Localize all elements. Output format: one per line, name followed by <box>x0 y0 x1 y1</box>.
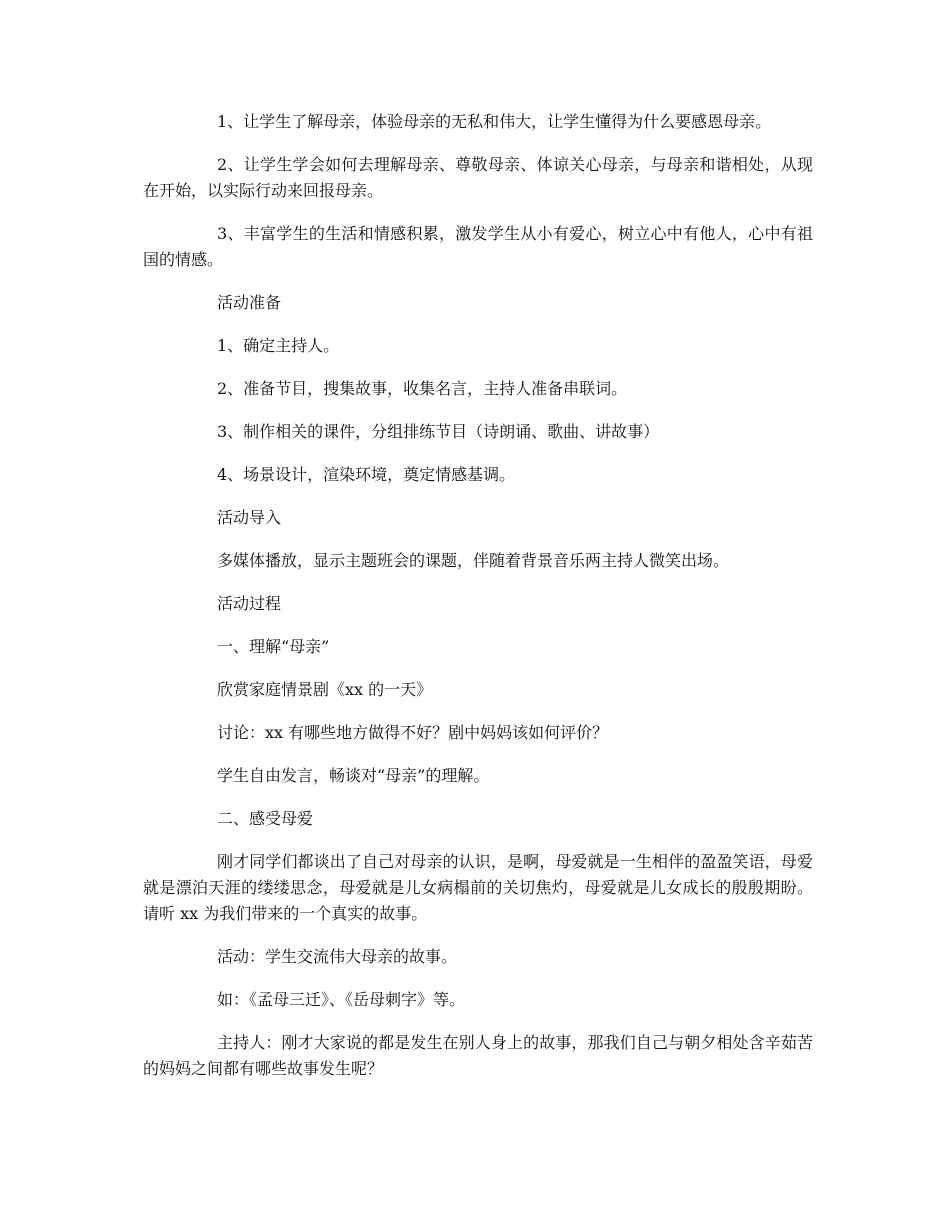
section-heading-preparation: 活动准备 <box>217 293 282 312</box>
preparation-item-3: 3、制作相关的课件，分组排练节目（诗朗诵、歌曲、讲故事） <box>217 422 660 441</box>
subsection-heading-understand-mother: 一、理解“母亲” <box>217 637 330 656</box>
subsection-heading-feel-love: 二、感受母爱 <box>217 809 314 828</box>
section-heading-process: 活动过程 <box>217 594 282 613</box>
goal-paragraph-1: 1、让学生了解母亲，体验母亲的无私和伟大，让学生懂得为什么要感恩母亲。 <box>217 112 772 131</box>
document-body <box>143 109 813 1099</box>
goal-paragraph-2: 2、让学生学会如何去理解母亲、尊敬母亲、体谅关心母亲，与母亲和谐相处，从现在开始，以实际行动来回报母亲。 <box>143 155 813 200</box>
preparation-item-2: 2、准备节目，搜集故事，收集名言，主持人准备串联词。 <box>217 379 628 398</box>
preparation-item-1: 1、确定主持人。 <box>217 336 340 355</box>
introduction-paragraph: 多媒体播放，显示主题班会的课题，伴随着背景音乐两主持人微笑出场。 <box>217 551 730 570</box>
process-paragraph-discussion: 讨论：xx 有哪些地方做得不好？剧中妈妈该如何评价？ <box>217 723 609 742</box>
process-paragraph-speech: 学生自由发言，畅谈对“母亲”的理解。 <box>217 766 490 785</box>
process-paragraph-activity: 活动：学生交流伟大母亲的故事。 <box>217 947 458 966</box>
preparation-item-4: 4、场景设计，渲染环境，奠定情感基调。 <box>217 465 516 484</box>
section-heading-introduction: 活动导入 <box>217 508 282 527</box>
goal-paragraph-3: 3、丰富学生的生活和情感积累，激发学生从小有爱心，树立心中有他人，心中有祖国的情感。 <box>143 224 813 269</box>
process-paragraph-examples: 如：《孟母三迁》、《岳母刺字》等。 <box>217 990 466 1009</box>
process-paragraph-host: 主持人：刚才大家说的都是发生在别人身上的故事，那我们自己与朝夕相处含辛茹苦的妈妈之间都有哪些故事发生呢？ <box>143 1033 813 1078</box>
process-paragraph-drama: 欣赏家庭情景剧《xx 的一天》 <box>217 680 433 699</box>
process-paragraph-mother-love: 刚才同学们都谈出了自己对母亲的认识，是啊，母爱就是一生相伴的盈盈笑语，母爱就是漂泊天涯的缕缕思念，母爱就是儿女病榻前的关切焦灼，母爱就是儿女成长的殷殷期盼。请听 xx 为我们带来的一个真实的故事。 <box>143 852 813 923</box>
